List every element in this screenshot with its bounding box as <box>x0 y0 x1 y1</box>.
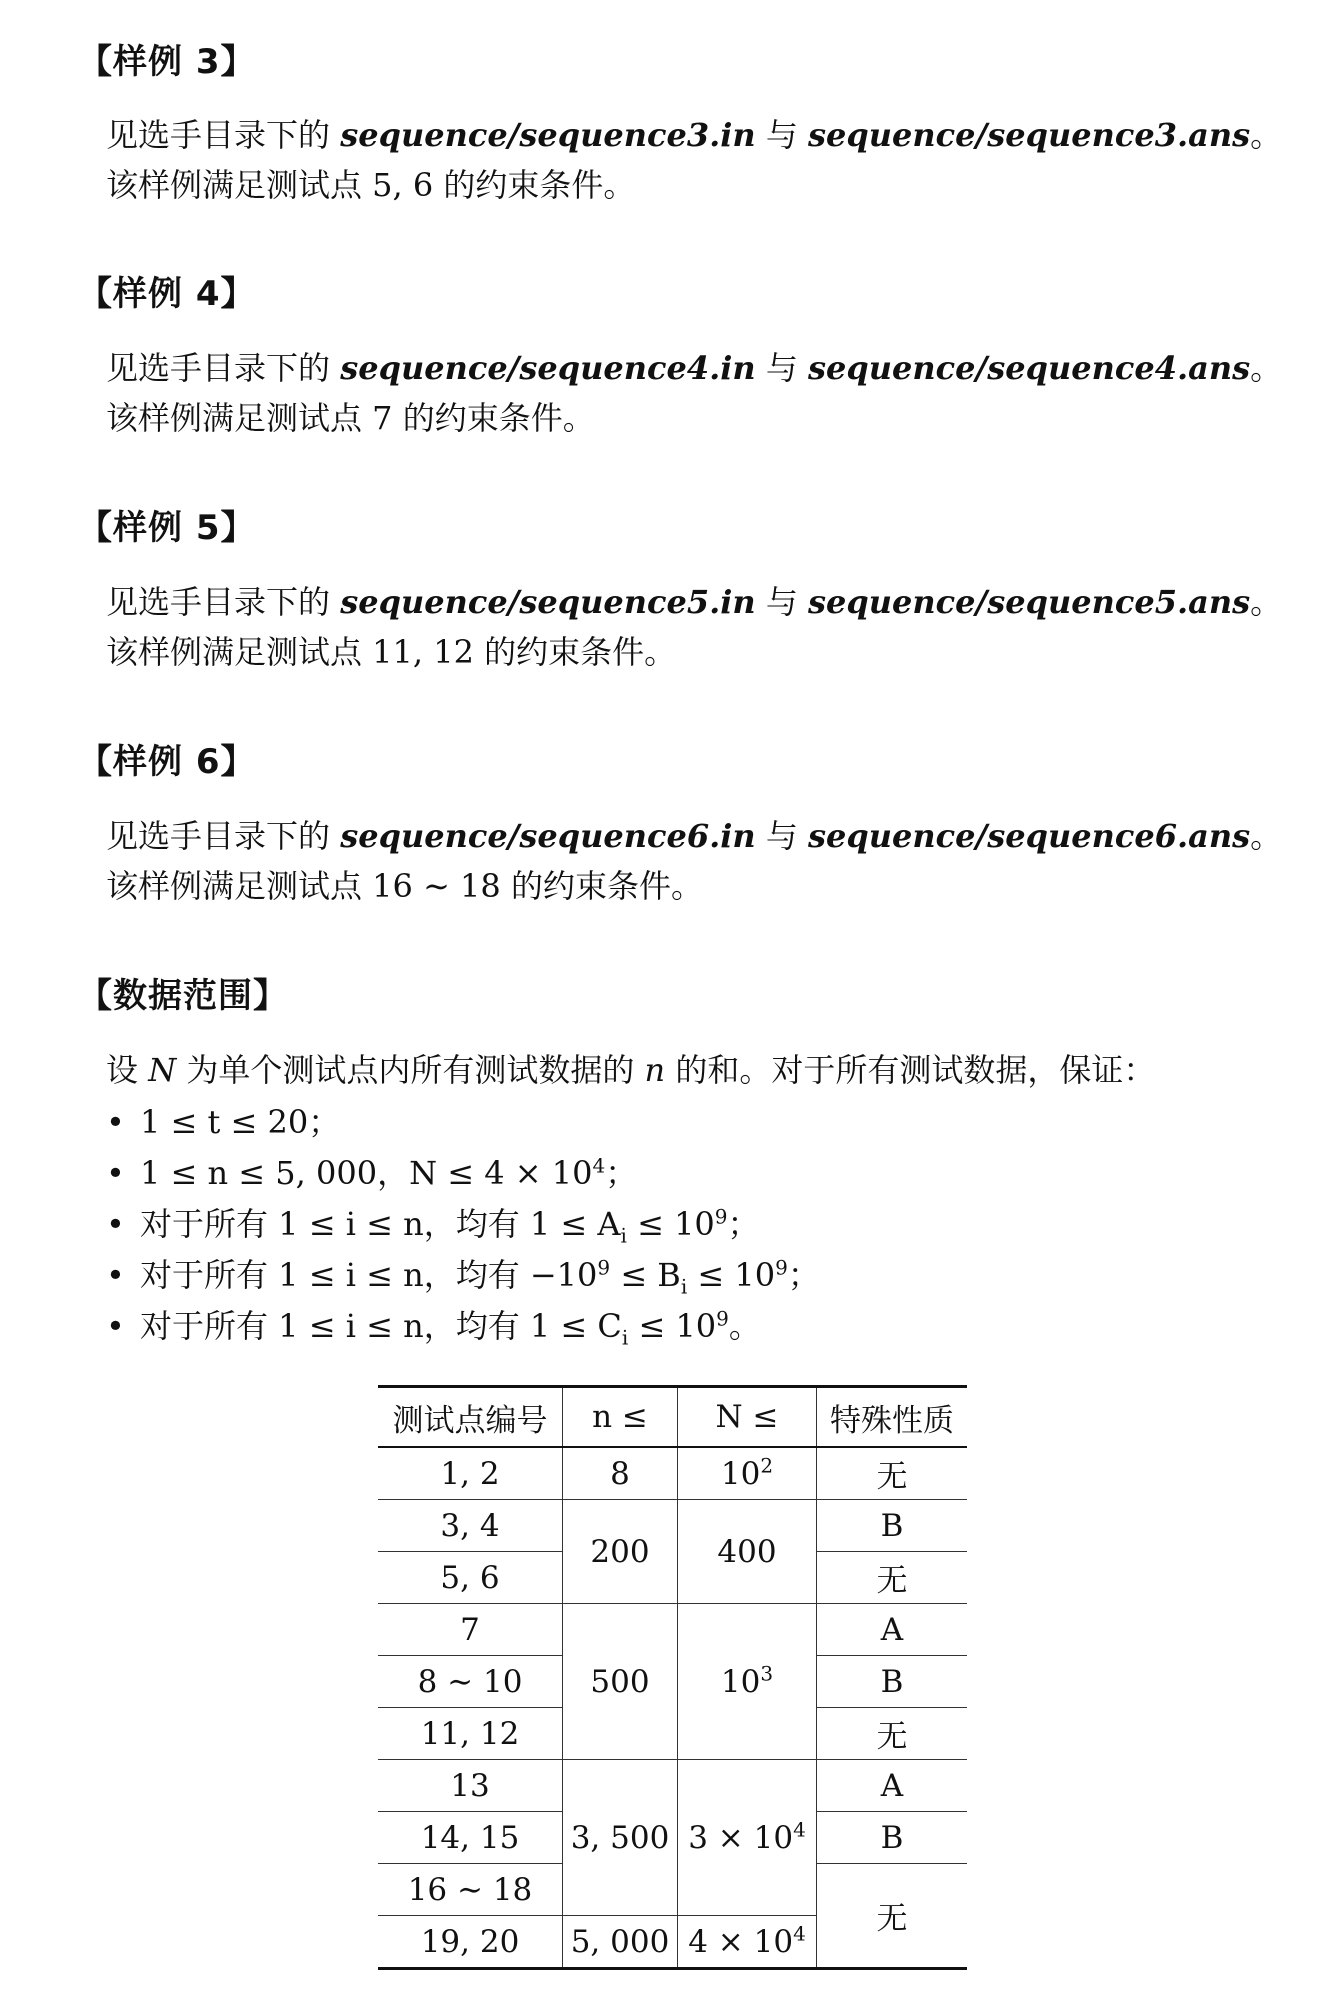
sample-3-constraint: 该样例满足测试点 5, 6 的约束条件。 <box>106 166 636 204</box>
case-id-cell: 14, 15 <box>378 1812 563 1864</box>
table-row <box>378 1447 967 1500</box>
property-cell: 无 <box>817 1447 968 1500</box>
sample-6-heading: 【样例 6】 <box>78 742 256 782</box>
n-limit-cell: 200 <box>563 1500 678 1604</box>
data-range-intro <box>106 1045 1155 1091</box>
sample-6-ans-file: sequence/sequence6.ans <box>808 817 1251 855</box>
bullet-5-sub: i <box>621 1325 629 1350</box>
sample-6-constraint: 该样例满足测试点 16 ∼ 18 的约束条件。 <box>106 867 703 905</box>
sample-3-heading: 【样例 3】 <box>78 42 256 82</box>
sample-3-ans-file: sequence/sequence3.ans <box>808 116 1251 154</box>
case-id-cell: 13 <box>378 1760 563 1812</box>
sample-5-prefix: 见选手目录下的 <box>106 583 341 621</box>
data-range-heading: 【数据范围】 <box>78 976 288 1016</box>
N-limit-cell <box>678 1916 817 1969</box>
sample-4-in-file: sequence/sequence4.in <box>340 349 756 387</box>
sample-5-mid: 与 <box>755 583 809 621</box>
bullet-5-text: 对于所有 1 ≤ i ≤ n，均有 1 ≤ C <box>140 1307 622 1345</box>
bullet-2-end: ； <box>605 1154 638 1192</box>
bullet-4-end: ； <box>787 1256 820 1294</box>
constraint-bullet-1: • 1 ≤ t ≤ 20； <box>106 1103 341 1141</box>
n-limit-cell: 500 <box>563 1604 678 1760</box>
N-limit-base: 10 <box>720 1663 761 1700</box>
bullet-4-sup-2: 9 <box>775 1255 788 1280</box>
table-row <box>378 1604 967 1656</box>
constraint-bullet-3: • 对于所有 1 ≤ i ≤ n，均有 $1 \le A_i \le 10^9$； <box>106 1204 760 1248</box>
property-cell: B <box>817 1812 968 1864</box>
N-limit-cell <box>678 1447 817 1500</box>
sample-4-constraint: 该样例满足测试点 7 的约束条件。 <box>106 399 595 437</box>
bullet-4-text: 对于所有 1 ≤ i ≤ n，均有 −10 <box>140 1256 598 1294</box>
case-id-cell: 5, 6 <box>378 1552 563 1604</box>
sample-3-files-line <box>106 110 1282 156</box>
sample-6-files-line <box>106 811 1282 857</box>
header-N-limit: N ≤ <box>678 1387 817 1448</box>
n-limit-cell: 3, 500 <box>563 1760 678 1916</box>
N-limit-exponent: 4 <box>793 1817 806 1842</box>
bullet-3-sup: 9 <box>714 1204 728 1229</box>
sample-3-end: 。 <box>1250 116 1283 154</box>
intro-part-a: 设 <box>106 1051 149 1089</box>
bullet-2-text: 1 ≤ n ≤ 5, 000，N ≤ 4 × 10 <box>140 1154 593 1192</box>
sample-6-mid: 与 <box>755 817 809 855</box>
sample-5-files-line <box>106 577 1282 623</box>
sample-5-in-file: sequence/sequence5.in <box>340 583 756 621</box>
sample-6-in-file: sequence/sequence6.in <box>340 817 756 855</box>
bullet-1-text: 1 ≤ t ≤ 20； <box>140 1103 341 1141</box>
case-id-cell: 16 ∼ 18 <box>378 1864 563 1916</box>
sample-3-mid: 与 <box>755 116 809 154</box>
case-id-cell: 11, 12 <box>378 1708 563 1760</box>
bullet-4-mid-2: ≤ 10 <box>687 1256 776 1294</box>
sample-4-ans-file: sequence/sequence4.ans <box>808 349 1251 387</box>
constraint-bullet-4: • 对于所有 1 ≤ i ≤ n，均有 $-10^9 \le B_i \le 10^9$； <box>106 1255 820 1299</box>
case-id-cell: 7 <box>378 1604 563 1656</box>
property-cell: 无 <box>817 1552 968 1604</box>
bullet-5-mid: ≤ 10 <box>628 1307 717 1345</box>
bullet-3-mid: ≤ 10 <box>626 1205 715 1243</box>
property-cell: B <box>817 1656 968 1708</box>
sample-5-constraint: 该样例满足测试点 11, 12 的约束条件。 <box>106 633 677 671</box>
property-cell: A <box>817 1604 968 1656</box>
sample-4-mid: 与 <box>755 349 809 387</box>
intro-part-b: 为单个测试点内所有测试数据的 <box>176 1051 645 1089</box>
N-limit-cell: 400 <box>678 1500 817 1604</box>
N-limit-cell <box>678 1604 817 1760</box>
N-limit-base: 10 <box>720 1455 761 1492</box>
header-property: 特殊性质 <box>817 1387 968 1448</box>
table-row <box>378 1500 967 1552</box>
N-limit-exponent: 4 <box>793 1921 806 1946</box>
subtask-table <box>378 1385 967 1970</box>
case-id-cell: 19, 20 <box>378 1916 563 1969</box>
N-limit-base: 3 × 10 <box>688 1819 794 1856</box>
sample-6-prefix: 见选手目录下的 <box>106 817 341 855</box>
sample-3-in-file: sequence/sequence3.in <box>340 116 756 154</box>
property-cell: A <box>817 1760 968 1812</box>
N-limit-exponent: 3 <box>760 1661 774 1686</box>
sample-4-heading: 【样例 4】 <box>78 274 256 314</box>
sample-3-prefix: 见选手目录下的 <box>106 116 341 154</box>
bullet-4-mid: ≤ B <box>610 1256 681 1294</box>
property-cell: 无 <box>817 1708 968 1760</box>
constraint-bullet-2: • 1 ≤ n ≤ 5, 000，$N \le 4 \times 10^4$； <box>106 1153 638 1192</box>
sample-4-files-line <box>106 343 1282 389</box>
n-limit-cell: 8 <box>563 1447 678 1500</box>
bullet-4-sub: i <box>680 1274 688 1299</box>
table-row <box>378 1760 967 1812</box>
N-limit-base: 4 × 10 <box>688 1923 794 1960</box>
bullet-5-end: 。 <box>728 1307 761 1345</box>
bullet-3-end: ； <box>727 1205 760 1243</box>
bullet-5-sup: 9 <box>716 1306 729 1331</box>
sample-6-end: 。 <box>1250 817 1283 855</box>
sample-5-end: 。 <box>1250 583 1283 621</box>
property-cell: 无 <box>817 1864 968 1969</box>
sample-5-ans-file: sequence/sequence5.ans <box>808 583 1251 621</box>
intro-part-c: 的和。对于所有测试数据，保证： <box>665 1051 1156 1089</box>
header-n-limit: n ≤ <box>563 1387 678 1448</box>
bullet-4-sup-1: 9 <box>597 1255 611 1280</box>
table-header-row <box>378 1387 967 1448</box>
property-cell: B <box>817 1500 968 1552</box>
sample-5-heading: 【样例 5】 <box>78 508 256 548</box>
bullet-3-text: 对于所有 1 ≤ i ≤ n，均有 1 ≤ A <box>140 1205 621 1243</box>
case-id-cell: 8 ∼ 10 <box>378 1656 563 1708</box>
N-limit-cell <box>678 1760 817 1916</box>
sample-4-end: 。 <box>1250 349 1283 387</box>
n-limit-cell: 5, 000 <box>563 1916 678 1969</box>
bullet-3-sub: i <box>620 1223 627 1248</box>
constraint-bullet-5: • 对于所有 1 ≤ i ≤ n，均有 $1 \le C_i \le 10^9$。 <box>106 1306 761 1350</box>
N-limit-exponent: 2 <box>760 1453 774 1478</box>
sample-4-prefix: 见选手目录下的 <box>106 349 341 387</box>
header-case-id: 测试点编号 <box>378 1387 563 1448</box>
bullet-2-sup: 4 <box>592 1153 606 1178</box>
intro-N: N <box>148 1051 177 1089</box>
case-id-cell: 3, 4 <box>378 1500 563 1552</box>
intro-n: n <box>644 1051 666 1089</box>
case-id-cell: 1, 2 <box>378 1447 563 1500</box>
